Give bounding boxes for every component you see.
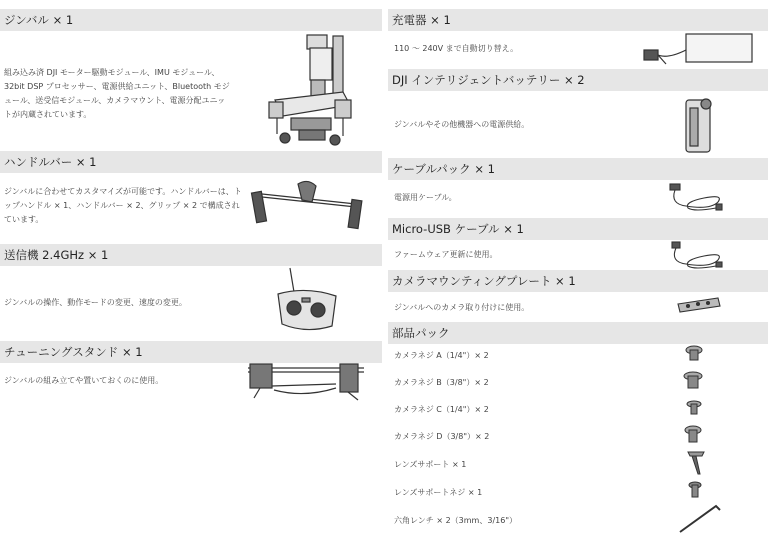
lens-support-screw-icon bbox=[686, 480, 704, 502]
gimbal-title: ジンバル × 1 bbox=[0, 9, 382, 31]
cable-pack-image bbox=[664, 180, 726, 214]
mount-plate-title: カメラマウンティングプレート × 1 bbox=[388, 270, 768, 292]
gimbal-description: 組み込み済 DJI モーター駆動モジュール、IMU モジュール、32bit DSP プロセッサー、電源供給ユニット、Bluetooth モジュール、送受信モジュール、カメラマウント、電源分配ユニットが内蔵されています。 bbox=[4, 68, 230, 119]
lens-support-icon bbox=[684, 450, 708, 476]
micro-usb-title: Micro-USB ケーブル × 1 bbox=[388, 218, 768, 240]
camera-screw-c-icon bbox=[684, 398, 704, 418]
parts-item-hex-wrench: 六角レンチ × 2（3mm、3/16"） bbox=[394, 516, 517, 525]
micro-usb-description: ファームウェア更新に使用。 bbox=[394, 250, 498, 259]
parts-item-camera-screw-b: カメラネジ B（3/8"）× 2 bbox=[394, 378, 489, 387]
charger-image bbox=[636, 30, 756, 72]
mount-plate-description: ジンバルへのカメラ取り付けに使用。 bbox=[394, 303, 530, 312]
parts-item-camera-screw-a: カメラネジ A（1/4"）× 2 bbox=[394, 351, 489, 360]
hex-wrench-icon bbox=[676, 500, 724, 536]
parts-item-lens-support: レンズサポート × 1 bbox=[394, 460, 467, 469]
parts-item-camera-screw-d: カメラネジ D（3/8"）× 2 bbox=[394, 432, 490, 441]
camera-screw-b-icon bbox=[682, 370, 704, 392]
battery-image bbox=[680, 94, 720, 156]
tuning-stand-image bbox=[244, 358, 369, 402]
charger-title: 充電器 × 1 bbox=[388, 9, 768, 31]
micro-usb-image bbox=[664, 238, 726, 272]
cable-pack-title: ケーブルパック × 1 bbox=[388, 158, 768, 180]
parts-pack-title: 部品パック bbox=[388, 322, 768, 344]
cable-pack-description: 電源用ケーブル。 bbox=[394, 193, 457, 202]
handlebar-title: ハンドルバー × 1 bbox=[0, 151, 382, 173]
handlebar-description: ジンバルに合わせてカスタマイズが可能です。ハンドルバーは、トップハンドル × 1、ハンドルバー × 2、グリップ × 2 で構成されています。 bbox=[4, 187, 242, 224]
tuning-stand-description: ジンバルの組み立てや置いておくのに使用。 bbox=[4, 376, 164, 385]
battery-description: ジンバルやその他機器への電源供給。 bbox=[394, 120, 530, 129]
charger-description: 110 ～ 240V まで自動切り替え。 bbox=[394, 44, 519, 53]
handlebar-image bbox=[250, 178, 368, 230]
parts-item-lens-support-screw: レンズサポートネジ × 1 bbox=[394, 488, 483, 497]
mount-plate-image bbox=[674, 294, 724, 318]
transmitter-image bbox=[272, 266, 342, 336]
tuning-stand-title: チューニングスタンド × 1 bbox=[0, 341, 382, 363]
gimbal-image bbox=[255, 30, 365, 152]
transmitter-title: 送信機 2.4GHz × 1 bbox=[0, 244, 382, 266]
camera-screw-d-icon bbox=[682, 424, 704, 446]
transmitter-description: ジンバルの操作、動作モードの変更、速度の変更。 bbox=[4, 298, 187, 307]
battery-title: DJI インテリジェントバッテリー × 2 bbox=[388, 69, 768, 91]
camera-screw-a-icon bbox=[684, 344, 704, 364]
parts-item-camera-screw-c: カメラネジ C（1/4"）× 2 bbox=[394, 405, 489, 414]
